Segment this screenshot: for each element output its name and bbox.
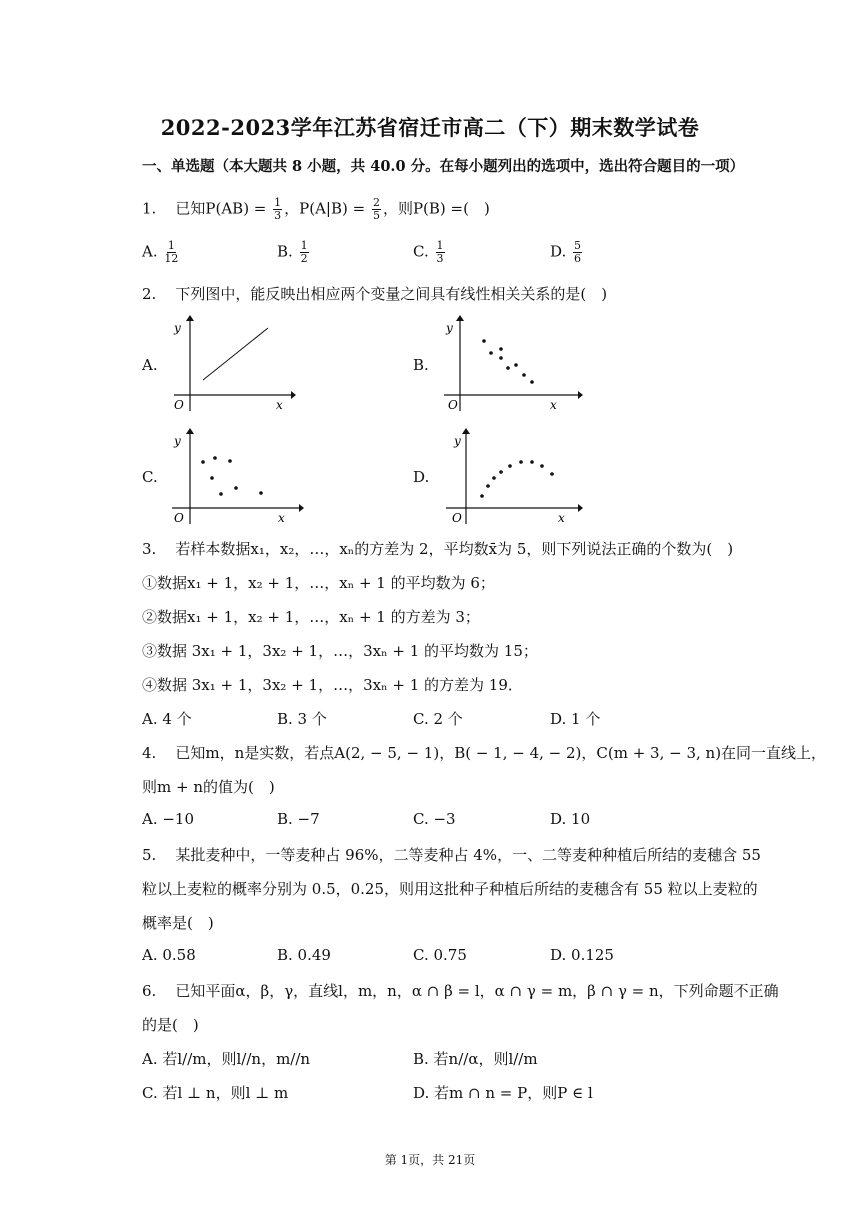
x-axis-label: x [278, 511, 285, 525]
page-footer: 第 1页，共 21页 [384, 1153, 476, 1167]
option-c[interactable]: C. $\frac{1}{3}$ [413, 239, 444, 265]
option-d[interactable]: D. 10 [550, 810, 591, 828]
option-b[interactable]: B. −7 [277, 810, 320, 828]
origin-label: O [174, 511, 184, 525]
option-a[interactable]: A. [142, 356, 158, 374]
question-text-continued: 则m + n的值为( ) [142, 778, 275, 796]
question-text-continued: 概率是( ) [142, 914, 214, 932]
question-3 [142, 538, 733, 560]
option-b[interactable]: B. 若n//α，则l//m [413, 1050, 538, 1068]
option-b[interactable]: B. 0.49 [277, 946, 331, 964]
statement-3: ③数据 3x₁ + 1，3x₂ + 1，…，3xₙ + 1 的平均数为 15； [142, 642, 538, 660]
option-c[interactable]: C. −3 [413, 810, 456, 828]
question-number: 2. [142, 285, 157, 303]
question-text: 某批麦种中，一等麦种占 96%，二等麦种占 4%，一、二等麦种种植后所结的麦穗含 55 [175, 846, 761, 864]
y-axis-label: y [174, 321, 181, 335]
option-d[interactable]: D. 1 个 [550, 710, 601, 728]
origin-label: O [174, 398, 184, 412]
scatter-figure-a [166, 315, 296, 415]
question-1 [142, 197, 490, 222]
option-c[interactable]: C. 0.75 [413, 946, 467, 964]
question-text: 下列图中，能反映出相应两个变量之间具有线性相关关系的是( ) [175, 285, 608, 303]
x-axis-label: x [276, 398, 283, 412]
y-axis-label: y [454, 434, 461, 448]
question-text: 已知平面α，β，γ，直线l，m，n，α ∩ β = l，α ∩ γ = m，β ∩ γ = n，下列命题不正确 [175, 982, 779, 1000]
question-text: ，则P(B) =( ) [382, 199, 490, 218]
origin-label: O [448, 398, 458, 412]
statement-1: ①数据x₁ + 1，x₂ + 1，…，xₙ + 1 的平均数为 6； [142, 574, 495, 592]
section-heading: 一、单选题（本大题共 8 小题，共 40.0 分。在每小题列出的选项中，选出符合题目的一项） [142, 158, 745, 175]
page-title: 2022-2023学年江苏省宿迁市高二（下）期末数学试卷 [160, 115, 700, 140]
question-6 [142, 980, 779, 1002]
question-4 [142, 742, 826, 764]
option-a[interactable]: A. 0.58 [142, 946, 196, 964]
question-number: 4. [142, 744, 157, 762]
option-a[interactable]: A. −10 [142, 810, 195, 828]
option-a[interactable]: A. 若l//m，则l//n，m//n [142, 1050, 311, 1068]
option-c[interactable]: C. 2 个 [413, 710, 463, 728]
scatter-figure-d [440, 428, 585, 528]
question-number: 3. [142, 540, 157, 558]
option-b[interactable]: B. [413, 356, 429, 374]
question-2 [142, 283, 607, 305]
option-b[interactable]: B. $\frac{1}{2}$ [277, 239, 308, 265]
question-number: 5. [142, 846, 157, 864]
question-text: ，P(A|B) = [284, 199, 370, 218]
question-text-continued: 粒以上麦粒的概率分别为 0.5，0.25，则用这批种子种植后所结的麦穗含有 55 粒以上麦粒的 [142, 880, 758, 898]
option-a[interactable]: A. $\frac{1}{12}$ [142, 239, 179, 265]
question-number: 6. [142, 982, 157, 1000]
x-axis-label: x [550, 398, 557, 412]
question-text: 若样本数据x₁，x₂，…，xₙ的方差为 2，平均数x̄为 5，则下列说法正确的个数为( ) [175, 540, 734, 558]
origin-label: O [452, 511, 462, 525]
scatter-figure-c [166, 428, 306, 528]
option-a[interactable]: A. 4 个 [142, 710, 192, 728]
question-number: 1. [142, 199, 157, 218]
y-axis-label: y [446, 321, 453, 335]
option-d[interactable]: D. 0.125 [550, 946, 614, 964]
fraction: $\frac{1}{3}$ [274, 196, 282, 222]
option-c[interactable]: C. 若l ⊥ n，则l ⊥ m [142, 1084, 289, 1102]
y-axis-label: y [174, 434, 181, 448]
fraction: $\frac{2}{5}$ [372, 196, 380, 222]
question-5 [142, 844, 761, 866]
statement-4: ④数据 3x₁ + 1，3x₂ + 1，…，3xₙ + 1 的方差为 19． [142, 676, 523, 694]
option-b[interactable]: B. 3 个 [277, 710, 327, 728]
option-c[interactable]: C. [142, 468, 158, 486]
scatter-figure-b [440, 315, 585, 415]
option-d[interactable]: D. 若m ∩ n = P，则P ∈ l [413, 1084, 593, 1102]
question-text: 已知P(AB) = [175, 199, 272, 218]
option-d[interactable]: D. $\frac{5}{6}$ [550, 239, 582, 265]
question-text: 已知m，n是实数，若点A(2, − 5, − 1)，B( − 1, − 4, − 2)，C(m + 3, − 3, n)在同一直线上， [175, 744, 827, 762]
x-axis-label: x [558, 511, 565, 525]
statement-2: ②数据x₁ + 1，x₂ + 1，…，xₙ + 1 的方差为 3； [142, 608, 480, 626]
question-text-continued: 的是( ) [142, 1016, 199, 1034]
option-d[interactable]: D. [413, 468, 430, 486]
